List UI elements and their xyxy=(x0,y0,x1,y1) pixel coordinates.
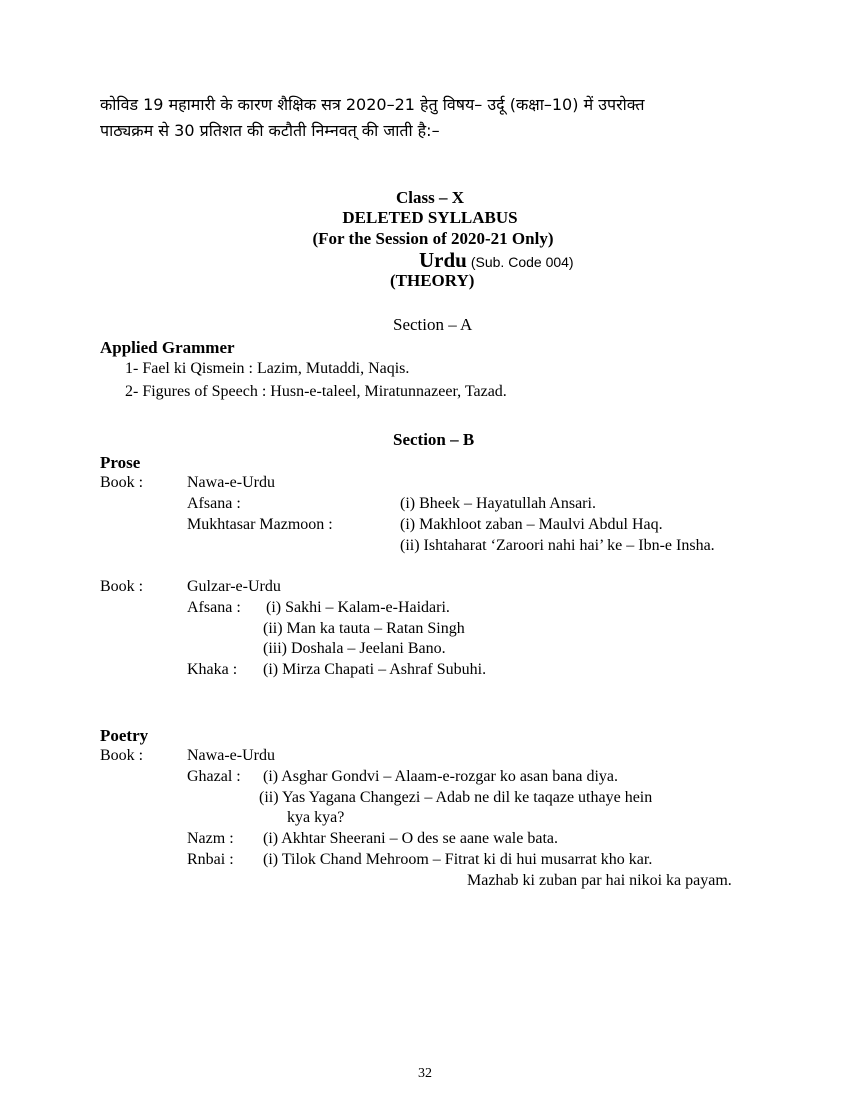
nazm-item-1: (i) Akhtar Sheerani – O des se aane wale bata. xyxy=(263,830,558,847)
rubai-item-1: (i) Tilok Chand Mehroom – Fitrat ki di hui musarrat kho kar. xyxy=(263,851,653,868)
prose-book2-khaka-item: (i) Mirza Chapati – Ashraf Subuhi. xyxy=(263,661,487,678)
ghazal-item-2-continued: kya kya? xyxy=(287,809,345,826)
prose-book1-mazmoon-item-1: (i) Makhloot zaban – Maulvi Abdul Haq. xyxy=(400,516,663,533)
class-heading: Class – X xyxy=(395,188,464,207)
section-b-title: Section – B xyxy=(393,430,475,449)
session-heading: (For the Session of 2020-21 Only) xyxy=(312,229,554,248)
intro-line-1: कोविड 19 महामारी के कारण शैक्षिक सत्र 2020–21 हेतु विषय– उर्दू (कक्षा–10) में उपरोक्त xyxy=(100,95,645,114)
deleted-syllabus-heading: DELETED SYLLABUS xyxy=(342,208,518,227)
theory-heading: (THEORY) xyxy=(390,271,475,290)
prose-book1-name: Nawa-e-Urdu xyxy=(187,474,275,491)
page-number: 32 xyxy=(418,1066,432,1081)
ghazal-item-1: (i) Asghar Gondvi – Alaam-e-rozgar ko asan bana diya. xyxy=(263,768,618,785)
prose-heading: Prose xyxy=(100,453,141,472)
prose-book2-label: Book : xyxy=(100,578,144,595)
prose-book2-afsana-label: Afsana : xyxy=(187,599,241,616)
poetry-heading: Poetry xyxy=(100,726,149,745)
rubai-label: Rnbai : xyxy=(187,851,234,868)
prose-book1-mazmoon-item-2: (ii) Ishtaharat ‘Zaroori nahi hai’ ke – Ibn-e Insha. xyxy=(400,537,715,554)
prose-book2-khaka-label: Khaka : xyxy=(187,661,238,678)
subject-code: (Sub. Code 004) xyxy=(470,254,574,270)
section-a-title: Section – A xyxy=(393,315,473,334)
grammer-item-1: 1- Fael ki Qismein : Lazim, Mutaddi, Naqis. xyxy=(125,360,410,377)
ghazal-label: Ghazal : xyxy=(187,768,241,785)
subject-line xyxy=(419,248,574,273)
prose-book2-afsana-item-2: (ii) Man ka tauta – Ratan Singh xyxy=(263,620,465,637)
poetry-book-name: Nawa-e-Urdu xyxy=(187,747,275,764)
ghazal-item-2: (ii) Yas Yagana Changezi – Adab ne dil ke taqaze uthaye hein xyxy=(259,789,653,806)
prose-book1-label: Book : xyxy=(100,474,144,491)
prose-book2-name: Gulzar-e-Urdu xyxy=(187,578,281,595)
intro-line-2: पाठ्यक्रम से 30 प्रतिशत की कटौती निम्नवत् की जाती है:– xyxy=(100,121,440,140)
subject-name: Urdu xyxy=(419,248,467,272)
prose-book2-afsana-item-1: (i) Sakhi – Kalam-e-Haidari. xyxy=(266,599,450,616)
applied-grammer-heading: Applied Grammer xyxy=(100,338,235,357)
prose-book1-afsana-label: Afsana : xyxy=(187,495,241,512)
poetry-book-label: Book : xyxy=(100,747,144,764)
prose-book1-mazmoon-label: Mukhtasar Mazmoon : xyxy=(187,516,333,533)
grammer-item-2: 2- Figures of Speech : Husn-e-taleel, Miratunnazeer, Tazad. xyxy=(125,383,507,400)
prose-book1-afsana-item: (i) Bheek – Hayatullah Ansari. xyxy=(400,495,596,512)
nazm-label: Nazm : xyxy=(187,830,234,847)
rubai-item-1-continued: Mazhab ki zuban par hai nikoi ka payam. xyxy=(467,872,732,889)
prose-book2-afsana-item-3: (iii) Doshala – Jeelani Bano. xyxy=(263,640,446,657)
